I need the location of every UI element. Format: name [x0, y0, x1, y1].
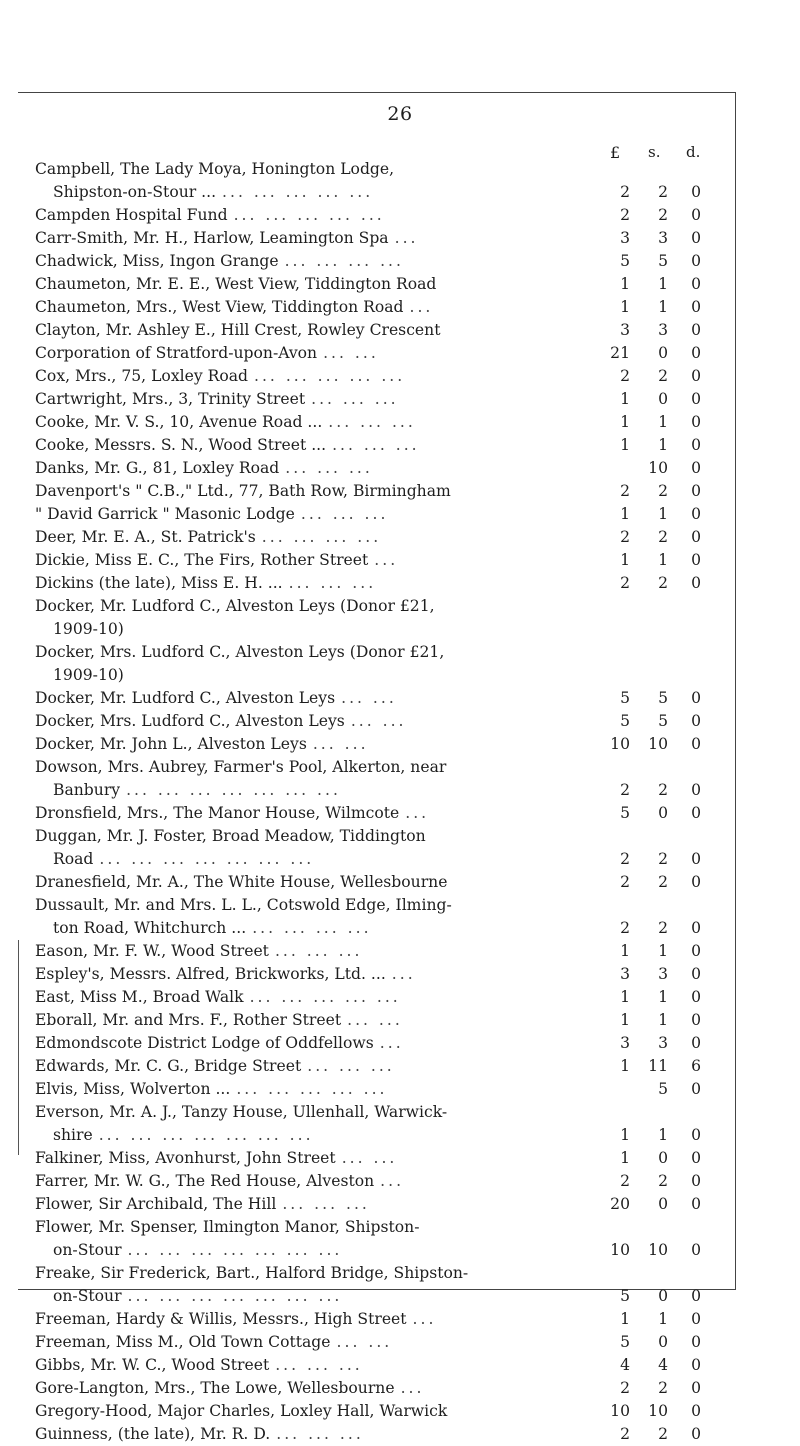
- entry-text: Corporation of Stratford-upon-Avon: [35, 344, 318, 362]
- pounds-amount: 1: [620, 551, 630, 569]
- dot-leader: ...: [380, 1172, 405, 1190]
- entry-text: Farrer, Mr. W. G., The Red House, Alveston: [35, 1172, 375, 1190]
- entry-text: Deer, Mr. E. A., St. Patrick's: [35, 528, 256, 546]
- entry-text: Cox, Mrs., 75, Loxley Road: [35, 367, 249, 385]
- entry-text: shire: [53, 1126, 93, 1144]
- shillings-amount: 2: [658, 367, 668, 385]
- pence-amount: 0: [691, 298, 701, 316]
- shillings-amount: 1: [658, 1310, 668, 1328]
- entry-text: " David Garrick " Masonic Lodge: [35, 505, 295, 523]
- shillings-amount: 2: [658, 781, 668, 799]
- dot-leader: ... ... ...: [288, 574, 377, 592]
- pounds-amount: 10: [610, 1241, 630, 1259]
- ledger-entry: [0, 1331, 800, 1354]
- shillings-amount: 0: [658, 1287, 668, 1305]
- shillings-amount: 11: [648, 1057, 668, 1075]
- dot-leader: ...: [374, 551, 399, 569]
- subscriber-name: [0, 1101, 800, 1124]
- ledger-entry: [0, 595, 800, 641]
- ledger-entry: [0, 365, 800, 388]
- pence-amount: 6: [691, 1057, 701, 1075]
- shillings-amount: 1: [658, 413, 668, 431]
- ledger-entry: [0, 1262, 800, 1308]
- pounds-amount: [600, 457, 630, 480]
- dot-leader: ... ... ...: [275, 1356, 363, 1374]
- shillings-amount: 2: [658, 850, 668, 868]
- pence-amount: 0: [691, 413, 701, 431]
- pounds-column-header: £: [610, 143, 621, 162]
- entry-text: Flower, Mr. Spenser, Ilmington Manor, Shipston-: [35, 1218, 420, 1236]
- ledger-entry: [0, 572, 800, 595]
- dot-leader: ... ... ...: [307, 1057, 395, 1075]
- pence-amount: 0: [691, 689, 701, 707]
- pounds-amount: 10: [610, 1402, 630, 1420]
- ledger-entry: [0, 1423, 800, 1446]
- ledger-entry: [0, 733, 800, 756]
- dot-leader: ... ... ...: [332, 436, 420, 454]
- dot-leader: ...: [405, 804, 430, 822]
- pounds-amount: [600, 1078, 630, 1101]
- shillings-amount: 10: [648, 1241, 668, 1259]
- entry-text: Campden Hospital Fund: [35, 206, 228, 224]
- entry-text: 1909-10): [53, 620, 124, 638]
- ledger-entry: [0, 227, 800, 250]
- pence-amount: 0: [691, 965, 701, 983]
- pence-amount: 0: [691, 1402, 701, 1420]
- pounds-amount: 5: [620, 712, 630, 730]
- dot-leader: ...: [400, 1379, 425, 1397]
- dot-leader: ... ... ... ... ...: [222, 183, 374, 201]
- pounds-amount: 3: [620, 1034, 630, 1052]
- shillings-amount: 10: [648, 735, 668, 753]
- shillings-amount: 2: [658, 206, 668, 224]
- ledger-entry: [0, 342, 800, 365]
- pence-amount: 0: [691, 804, 701, 822]
- pounds-amount: 4: [620, 1356, 630, 1374]
- pounds-amount: 5: [620, 804, 630, 822]
- subscriber-name: [0, 595, 800, 618]
- dot-leader: ... ...: [347, 1011, 403, 1029]
- entry-text: Campbell, The Lady Moya, Honington Lodge,: [35, 160, 395, 178]
- dot-leader: ... ... ...: [274, 942, 363, 960]
- dot-leader: ... ... ...: [300, 505, 389, 523]
- pence-amount: 0: [691, 1287, 701, 1305]
- ledger-entry: [0, 1216, 800, 1262]
- shillings-amount: 1: [658, 505, 668, 523]
- dot-leader: ... ... ... ... ...: [254, 367, 406, 385]
- shillings-amount: 0: [658, 804, 668, 822]
- entry-text: Chaumeton, Mrs., West View, Tiddington Road: [35, 298, 404, 316]
- shillings-amount: 1: [658, 942, 668, 960]
- pounds-amount: 2: [620, 206, 630, 224]
- dot-leader: ... ...: [323, 344, 379, 362]
- shillings-amount: 5: [658, 1080, 668, 1098]
- ledger-entry: [0, 457, 800, 480]
- dot-leader: ... ... ... ... ... ... ...: [98, 1126, 314, 1144]
- ledger-entry: [0, 894, 800, 940]
- shillings-amount: 0: [658, 1149, 668, 1167]
- entry-text: East, Miss M., Broad Walk: [35, 988, 244, 1006]
- ledger-entry: [0, 273, 800, 296]
- ledger-entry: [0, 825, 800, 871]
- dot-leader: ... ... ... ... ...: [233, 206, 385, 224]
- entry-text: Road: [53, 850, 94, 868]
- subscriber-name: [0, 825, 800, 848]
- entry-text: Falkiner, Miss, Avonhurst, John Street: [35, 1149, 336, 1167]
- dot-leader: ...: [409, 298, 434, 316]
- ledger-entry: [0, 434, 800, 457]
- shillings-amount: 2: [658, 528, 668, 546]
- dot-leader: ...: [394, 229, 419, 247]
- pence-amount: 0: [691, 275, 701, 293]
- entry-text: Davenport's " C.B.," Ltd., 77, Bath Row, Birmingham: [35, 482, 451, 500]
- dot-leader: ... ... ...: [285, 459, 373, 477]
- dot-leader: ... ...: [336, 1333, 393, 1351]
- shillings-amount: 1: [658, 988, 668, 1006]
- pounds-amount: 2: [620, 367, 630, 385]
- shillings-amount: 2: [658, 1172, 668, 1190]
- dot-leader: ... ... ...: [276, 1425, 364, 1443]
- entry-text: Docker, Mr. Ludford C., Alveston Leys (Donor £21,: [35, 597, 435, 615]
- entry-text: Elvis, Miss, Wolverton ...: [35, 1080, 231, 1098]
- pence-column-header: d.: [686, 143, 701, 161]
- ledger-entry: [0, 986, 800, 1009]
- pence-amount: 0: [691, 252, 701, 270]
- shillings-amount: 2: [658, 482, 668, 500]
- subscription-ledger: [0, 158, 800, 1446]
- entry-text: Cartwright, Mrs., 3, Trinity Street: [35, 390, 306, 408]
- entry-text: Freeman, Hardy & Willis, Messrs., High Street: [35, 1310, 407, 1328]
- entry-text: Dickins (the late), Miss E. H. ...: [35, 574, 283, 592]
- ledger-entry: [0, 1170, 800, 1193]
- ledger-entry: [0, 756, 800, 802]
- pence-amount: 0: [691, 1034, 701, 1052]
- pence-amount: 0: [691, 1080, 701, 1098]
- entry-text: Danks, Mr. G., 81, Loxley Road: [35, 459, 280, 477]
- entry-text: on-Stour: [53, 1241, 122, 1259]
- ledger-entry: [0, 1354, 800, 1377]
- ledger-entry: [0, 1101, 800, 1147]
- pence-amount: 0: [691, 712, 701, 730]
- pounds-amount: 2: [620, 528, 630, 546]
- entry-text: Espley's, Messrs. Alfred, Brickworks, Ltd. ...: [35, 965, 386, 983]
- entry-text: Docker, Mrs. Ludford C., Alveston Leys: [35, 712, 345, 730]
- pence-amount: 0: [691, 367, 701, 385]
- pence-amount: 0: [691, 321, 701, 339]
- pence-amount: 0: [691, 574, 701, 592]
- ledger-entry: [0, 204, 800, 227]
- pence-amount: 0: [691, 1195, 701, 1213]
- ledger-entry: [0, 1009, 800, 1032]
- dot-leader: ...: [379, 1034, 404, 1052]
- shillings-amount: 2: [658, 183, 668, 201]
- shillings-amount: 5: [658, 689, 668, 707]
- ledger-entry: [0, 1055, 800, 1078]
- entry-text: Banbury: [53, 781, 121, 799]
- entry-text: Flower, Sir Archibald, The Hill: [35, 1195, 277, 1213]
- shillings-amount: 5: [658, 712, 668, 730]
- page-number: 26: [387, 103, 413, 125]
- shillings-amount: 0: [658, 344, 668, 362]
- pence-amount: 0: [691, 735, 701, 753]
- pence-amount: 0: [691, 919, 701, 937]
- dot-leader: ... ... ...: [328, 413, 416, 431]
- shillings-amount: 3: [658, 1034, 668, 1052]
- dot-leader: ... ... ... ... ... ... ...: [127, 1287, 343, 1305]
- ledger-entry: [0, 411, 800, 434]
- pounds-amount: 2: [620, 873, 630, 891]
- entry-text: Cooke, Messrs. S. N., Wood Street ...: [35, 436, 327, 454]
- entry-text: Dronsfield, Mrs., The Manor House, Wilmcote: [35, 804, 400, 822]
- dot-leader: ... ... ... ... ... ... ...: [126, 781, 341, 799]
- entry-text: Eason, Mr. F. W., Wood Street: [35, 942, 269, 960]
- shillings-amount: 4: [658, 1356, 668, 1374]
- pounds-amount: 3: [620, 321, 630, 339]
- dot-leader: ... ... ...: [311, 390, 399, 408]
- shillings-amount: 2: [658, 873, 668, 891]
- ledger-entry: [0, 940, 800, 963]
- shillings-amount: 5: [658, 252, 668, 270]
- pounds-amount: 1: [620, 275, 630, 293]
- dot-leader: ... ...: [341, 1149, 398, 1167]
- ledger-entry: [0, 710, 800, 733]
- entry-text: on-Stour: [53, 1287, 122, 1305]
- pence-amount: [671, 664, 701, 687]
- subscriber-name: [0, 756, 800, 779]
- ledger-entry: [0, 641, 800, 687]
- pounds-amount: 1: [620, 505, 630, 523]
- pence-amount: [671, 618, 701, 641]
- pounds-amount: 2: [620, 574, 630, 592]
- pounds-amount: 1: [620, 988, 630, 1006]
- entry-text: Dussault, Mr. and Mrs. L. L., Cotswold Edge, Ilming-: [35, 896, 452, 914]
- ledger-entry: [0, 158, 800, 204]
- pounds-amount: 20: [610, 1195, 630, 1213]
- ledger-entry: [0, 1400, 800, 1423]
- shillings-amount: 2: [658, 1425, 668, 1443]
- pounds-amount: 2: [620, 183, 630, 201]
- shillings-column-header: s.: [648, 143, 661, 161]
- shillings-amount: 3: [658, 229, 668, 247]
- pounds-amount: 2: [620, 1379, 630, 1397]
- entry-text: Dranesfield, Mr. A., The White House, Wellesbourne: [35, 873, 448, 891]
- pence-amount: 0: [691, 1149, 701, 1167]
- dot-leader: ... ... ... ...: [261, 528, 382, 546]
- pounds-amount: 2: [620, 919, 630, 937]
- pounds-amount: 3: [620, 229, 630, 247]
- pence-amount: 0: [691, 206, 701, 224]
- ledger-entry: [0, 1078, 800, 1101]
- ledger-entry: [0, 388, 800, 411]
- pence-amount: 0: [691, 873, 701, 891]
- ledger-entry: [0, 1147, 800, 1170]
- shillings-amount: 10: [648, 1402, 668, 1420]
- shillings-amount: 3: [658, 321, 668, 339]
- pence-amount: 0: [691, 505, 701, 523]
- dot-leader: ... ... ... ...: [284, 252, 404, 270]
- ledger-entry: [0, 1032, 800, 1055]
- pounds-amount: 1: [620, 1310, 630, 1328]
- entry-text: Chaumeton, Mr. E. E., West View, Tiddington Road: [35, 275, 437, 293]
- pence-amount: 0: [691, 1126, 701, 1144]
- shillings-amount: 1: [658, 436, 668, 454]
- pounds-amount: [600, 618, 630, 641]
- pence-amount: 0: [691, 1172, 701, 1190]
- pence-amount: 0: [691, 183, 701, 201]
- shillings-amount: 1: [658, 1011, 668, 1029]
- entry-text: Gibbs, Mr. W. C., Wood Street: [35, 1356, 270, 1374]
- pence-amount: 0: [691, 229, 701, 247]
- shillings-amount: 10: [648, 459, 668, 477]
- shillings-amount: 2: [658, 1379, 668, 1397]
- entry-text: Freeman, Miss M., Old Town Cottage: [35, 1333, 331, 1351]
- pounds-amount: [600, 664, 630, 687]
- pounds-amount: 1: [620, 436, 630, 454]
- dot-leader: ... ... ... ... ...: [249, 988, 401, 1006]
- pence-amount: 0: [691, 390, 701, 408]
- entry-text: 1909-10): [53, 666, 124, 684]
- ledger-entry: [0, 250, 800, 273]
- entry-text: Clayton, Mr. Ashley E., Hill Crest, Rowley Crescent: [35, 321, 441, 339]
- entry-text: ton Road, Whitchurch ...: [53, 919, 247, 937]
- shillings-amount: 1: [658, 298, 668, 316]
- pounds-amount: 21: [610, 344, 630, 362]
- pounds-amount: 2: [620, 1425, 630, 1443]
- pounds-amount: 5: [620, 689, 630, 707]
- ledger-entry: [0, 871, 800, 894]
- ledger-entry: [0, 296, 800, 319]
- ledger-entry: [0, 1193, 800, 1216]
- ledger-entry: [0, 963, 800, 986]
- pounds-amount: 5: [620, 1287, 630, 1305]
- ledger-entry: [0, 319, 800, 342]
- pence-amount: 0: [691, 459, 701, 477]
- pence-amount: 0: [691, 850, 701, 868]
- entry-text: Freake, Sir Frederick, Bart., Halford Bridge, Shipston-: [35, 1264, 469, 1282]
- entry-text: Gore-Langton, Mrs., The Lowe, Wellesbourne: [35, 1379, 395, 1397]
- pounds-amount: 3: [620, 965, 630, 983]
- ledger-entry: [0, 802, 800, 825]
- dot-leader: ...: [412, 1310, 437, 1328]
- entry-text: Docker, Mrs. Ludford C., Alveston Leys (Donor £21,: [35, 643, 445, 661]
- pounds-amount: 2: [620, 850, 630, 868]
- shillings-amount: 1: [658, 275, 668, 293]
- entry-text: Everson, Mr. A. J., Tanzy House, Ullenhall, Warwick-: [35, 1103, 448, 1121]
- shillings-amount: 1: [658, 1126, 668, 1144]
- subscriber-name: [0, 158, 800, 181]
- ledger-entry: [0, 480, 800, 503]
- entry-text: Eborall, Mr. and Mrs. F., Rother Street: [35, 1011, 342, 1029]
- pence-amount: 0: [691, 551, 701, 569]
- pence-amount: 0: [691, 781, 701, 799]
- pence-amount: 0: [691, 528, 701, 546]
- pence-amount: 0: [691, 1356, 701, 1374]
- pounds-amount: 1: [620, 1149, 630, 1167]
- dot-leader: ... ...: [350, 712, 407, 730]
- entry-text: Dickie, Miss E. C., The Firs, Rother Street: [35, 551, 369, 569]
- shillings-amount: [638, 664, 668, 687]
- entry-text: Guinness, (the late), Mr. R. D.: [35, 1425, 271, 1443]
- shillings-amount: 0: [658, 1333, 668, 1351]
- pence-amount: 0: [691, 436, 701, 454]
- pence-amount: 0: [691, 942, 701, 960]
- entry-text: Docker, Mr. John L., Alveston Leys: [35, 735, 307, 753]
- subscriber-name: [0, 1262, 800, 1285]
- ledger-entry: [0, 1308, 800, 1331]
- pounds-amount: 1: [620, 298, 630, 316]
- pence-amount: 0: [691, 1011, 701, 1029]
- ledger-entry: [0, 549, 800, 572]
- subscriber-name: [0, 894, 800, 917]
- dot-leader: ...: [391, 965, 416, 983]
- dot-leader: ... ... ... ... ... ... ...: [99, 850, 315, 868]
- pounds-amount: 10: [610, 735, 630, 753]
- subscriber-name: [0, 641, 800, 664]
- pounds-amount: 1: [620, 1057, 630, 1075]
- pence-amount: 0: [691, 482, 701, 500]
- entry-text: Carr-Smith, Mr. H., Harlow, Leamington Spa: [35, 229, 389, 247]
- pounds-amount: 1: [620, 1126, 630, 1144]
- dot-leader: ... ...: [341, 689, 397, 707]
- entry-text: Edwards, Mr. C. G., Bridge Street: [35, 1057, 302, 1075]
- dot-leader: ... ... ... ... ...: [236, 1080, 388, 1098]
- shillings-amount: 2: [658, 919, 668, 937]
- ledger-entry: [0, 1377, 800, 1400]
- ledger-entry: [0, 526, 800, 549]
- pounds-amount: 1: [620, 390, 630, 408]
- pence-amount: 0: [691, 1333, 701, 1351]
- pence-amount: 0: [691, 988, 701, 1006]
- shillings-amount: 1: [658, 551, 668, 569]
- entry-text: Cooke, Mr. V. S., 10, Avenue Road ...: [35, 413, 323, 431]
- pence-amount: 0: [691, 1379, 701, 1397]
- ledger-entry: [0, 687, 800, 710]
- ledger-entry: [0, 503, 800, 526]
- entry-text: Shipston-on-Stour ...: [53, 183, 217, 201]
- pence-amount: 0: [691, 1241, 701, 1259]
- shillings-amount: 0: [658, 1195, 668, 1213]
- pence-amount: 0: [691, 344, 701, 362]
- dot-leader: ... ... ... ...: [252, 919, 372, 937]
- dot-leader: ... ...: [312, 735, 369, 753]
- pounds-amount: 5: [620, 252, 630, 270]
- shillings-amount: [638, 618, 668, 641]
- entry-text: Edmondscote District Lodge of Oddfellows: [35, 1034, 374, 1052]
- entry-text: Docker, Mr. Ludford C., Alveston Leys: [35, 689, 336, 707]
- pounds-amount: 2: [620, 482, 630, 500]
- pounds-amount: 5: [620, 1333, 630, 1351]
- entry-text: Dowson, Mrs. Aubrey, Farmer's Pool, Alkerton, near: [35, 758, 447, 776]
- pounds-amount: 2: [620, 1172, 630, 1190]
- pounds-amount: 1: [620, 1011, 630, 1029]
- pence-amount: 0: [691, 1310, 701, 1328]
- shillings-amount: 3: [658, 965, 668, 983]
- shillings-amount: 0: [658, 390, 668, 408]
- pounds-amount: 1: [620, 942, 630, 960]
- entry-text: Chadwick, Miss, Ingon Grange: [35, 252, 279, 270]
- entry-text: Gregory-Hood, Major Charles, Loxley Hall, Warwick: [35, 1402, 448, 1420]
- pounds-amount: 2: [620, 781, 630, 799]
- pence-amount: 0: [691, 1425, 701, 1443]
- subscriber-name: [0, 1216, 800, 1239]
- shillings-amount: 2: [658, 574, 668, 592]
- pounds-amount: 1: [620, 413, 630, 431]
- dot-leader: ... ... ...: [282, 1195, 370, 1213]
- entry-text: Duggan, Mr. J. Foster, Broad Meadow, Tiddington: [35, 827, 426, 845]
- dot-leader: ... ... ... ... ... ... ...: [127, 1241, 343, 1259]
